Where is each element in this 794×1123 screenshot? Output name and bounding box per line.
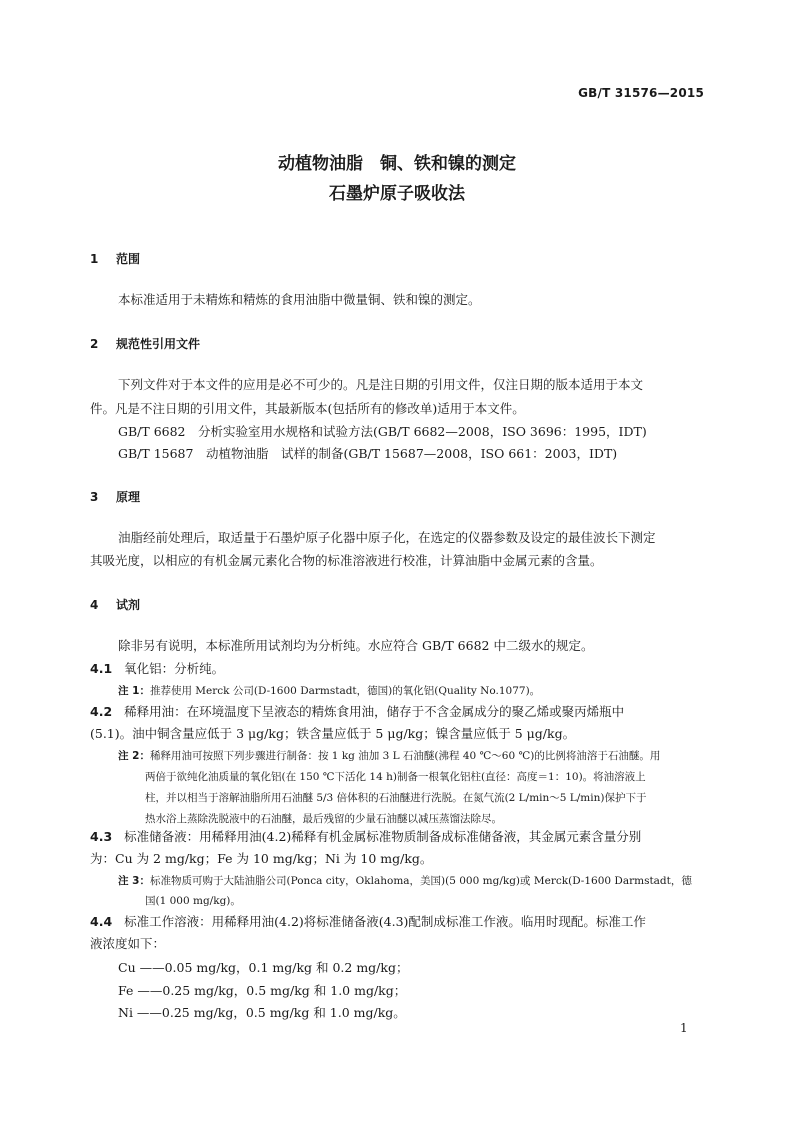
section-number: 1 <box>90 252 99 266</box>
principle-paragraph-line2: 其吸光度，以相应的有机金属元素化合物的标准溶液进行校准，计算油脂中金属元素的含量。 <box>90 553 603 568</box>
section-number: 4 <box>90 598 99 612</box>
clause-4-2-line1 <box>90 701 624 723</box>
reagents-intro: 除非另有说明，本标准所用试剂均为分析纯。水应符合 GB/T 6682 中二级水的规定。 <box>118 638 594 653</box>
note-2-line4: 热水浴上蒸除洗脱液中的石油醚，最后残留的少量石油醚以减压蒸馏法除尽。 <box>145 813 502 825</box>
concentration-item-cu: Cu ——0.05 mg/kg，0.1 mg/kg 和 0.2 mg/kg； <box>118 960 409 975</box>
note-label: 注 2： <box>118 750 150 762</box>
section-title: 范围 <box>116 252 141 266</box>
clause-text: 稀释用油：在环境温度下呈液态的精炼食用油，储存于不含金属成分的聚乙烯或聚丙烯瓶中 <box>124 704 625 719</box>
reference-item: GB/T 15687 动植物油脂 试样的制备(GB/T 15687—2008，ISO 661：2003，IDT) <box>118 446 618 461</box>
note-2-line1 <box>118 746 660 766</box>
note-2-line3: 柱，并以相当于溶解油脂所用石油醚 5/3 倍体积的石油醚进行洗脱。在氮气流(2 L/min～5 L/min)保护下于 <box>145 792 647 804</box>
concentration-item-ni: Ni ——0.25 mg/kg，0.5 mg/kg 和 1.0 mg/kg。 <box>118 1005 406 1020</box>
note-1 <box>118 681 540 701</box>
clause-4-1 <box>90 658 224 680</box>
section-title: 规范性引用文件 <box>116 337 201 351</box>
note-2-line2: 两倍于欲纯化油质量的氧化铝(在 150 ℃下活化 14 h)制备一根氧化铝柱(直径：高度＝1：10)。将油溶液上 <box>145 771 646 783</box>
section-title: 原理 <box>116 490 141 504</box>
section-heading-reagents <box>90 596 140 614</box>
clause-4-3-line2: 为：Cu 为 2 mg/kg；Fe 为 10 mg/kg；Ni 为 10 mg/kg。 <box>90 851 433 866</box>
clause-4-3-line1 <box>90 826 641 848</box>
section-number: 2 <box>90 337 99 351</box>
clause-number: 4.4 <box>90 914 113 929</box>
section-heading-scope <box>90 250 140 268</box>
principle-paragraph-line1: 油脂经前处理后，取适量于石墨炉原子化器中原子化，在选定的仪器参数及设定的最佳波长下测定 <box>118 530 656 545</box>
section-title: 试剂 <box>116 598 141 612</box>
clause-number: 4.1 <box>90 661 113 676</box>
clause-text: 标准工作溶液：用稀释用油(4.2)将标准储备液(4.3)配制成标准工作液。临用时现配。标准工作 <box>124 914 646 929</box>
clause-4-2-line2: (5.1)。油中铜含量应低于 3 μg/kg；铁含量应低于 5 μg/kg；镍含量应低于 5 μg/kg。 <box>90 726 576 741</box>
page-number: 1 <box>680 1021 688 1035</box>
references-paragraph-line2: 件。凡是不注日期的引用文件，其最新版本(包括所有的修改单)适用于本文件。 <box>90 401 525 416</box>
note-3-line2: 国(1 000 mg/kg)。 <box>145 895 241 907</box>
concentration-item-fe: Fe ——0.25 mg/kg，0.5 mg/kg 和 1.0 mg/kg； <box>118 983 407 998</box>
note-text: 标准物质可购于大陆油脂公司(Ponca city，Oklahoma，美国)(5 000 mg/kg)或 Merck(D-1600 Darmstadt，德 <box>149 875 692 887</box>
note-label: 注 3： <box>118 875 150 887</box>
clause-4-4-line2: 液浓度如下： <box>90 936 166 951</box>
clause-number: 4.3 <box>90 829 113 844</box>
note-text: 推荐使用 Merck 公司(D-1600 Darmstadt，德国)的氧化铝(Quality No.1077)。 <box>149 685 541 697</box>
scope-paragraph: 本标准适用于未精炼和精炼的食用油脂中微量铜、铁和镍的测定。 <box>118 292 481 307</box>
clause-text: 氧化铝：分析纯。 <box>124 661 225 676</box>
note-label: 注 1： <box>118 685 150 697</box>
document-subtitle: 石墨炉原子吸收法 <box>329 184 465 204</box>
reference-item: GB/T 6682 分析实验室用水规格和试验方法(GB/T 6682—2008，ISO 3696：1995，IDT) <box>118 424 647 439</box>
section-heading-principle <box>90 488 140 506</box>
section-number: 3 <box>90 490 99 504</box>
section-heading-references <box>90 335 200 353</box>
note-3-line1 <box>118 871 692 891</box>
standard-code: GB/T 31576—2015 <box>578 86 704 100</box>
clause-number: 4.2 <box>90 704 113 719</box>
document-title: 动植物油脂 铜、铁和镍的测定 <box>278 154 516 174</box>
references-paragraph-line1: 下列文件对于本文件的应用是必不可少的。凡是注日期的引用文件，仅注日期的版本适用于本文 <box>118 377 644 392</box>
note-text: 稀释用油可按照下列步骤进行制备：按 1 kg 油加 3 L 石油醚(沸程 40 ℃～60 ℃)的比例将油溶于石油醚。用 <box>149 750 661 762</box>
clause-text: 标准储备液：用稀释用油(4.2)稀释有机金属标准物质制备成标准储备液，其金属元素含量分别 <box>124 829 642 844</box>
clause-4-4-line1 <box>90 911 646 933</box>
